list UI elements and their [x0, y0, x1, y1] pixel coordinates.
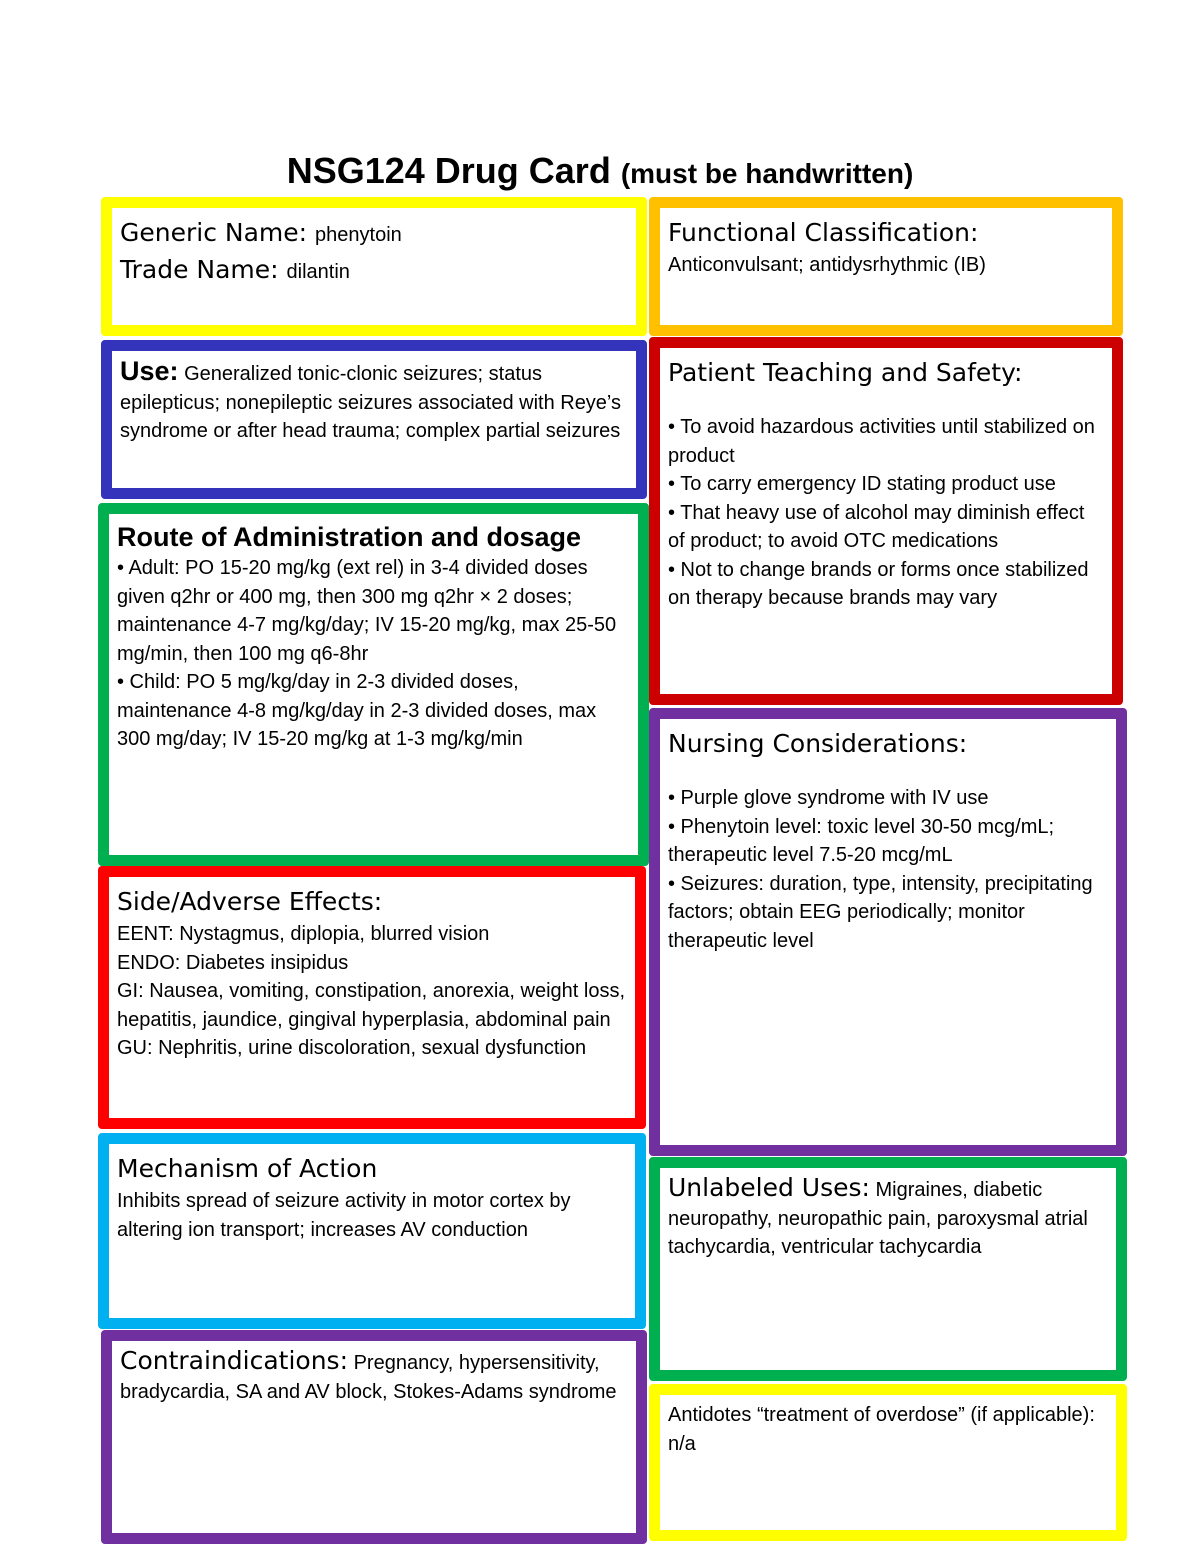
trade-label: Trade Name:: [120, 255, 279, 284]
generic-value: phenytoin: [315, 224, 402, 246]
teaching-item: • That heavy use of alcohol may diminish effect of product; to avoid OTC medications: [668, 501, 1085, 552]
teaching-item: • To avoid hazardous activities until stabilized on product: [668, 416, 1095, 467]
generic-label: Generic Name:: [120, 218, 308, 247]
contraindications-label: Contraindications:: [120, 1346, 349, 1375]
trade-value: dilantin: [286, 261, 350, 283]
route-item-child: • Child: PO 5 mg/kg/day in 2-3 divided doses, maintenance 4-8 mg/kg/day in 2-3 divided doses, max 300 mg/day; IV 15-20 mg/kg at 1-3 mg/kg/min: [117, 671, 597, 750]
route-item-adult: • Adult: PO 15-20 mg/kg (ext rel) in 3-4 divided doses given q2hr or 400 mg, then 300 mg q2hr × 2 doses; maintenance 4-7 mg/kg/day; IV 15-20 mg/kg, max 25-50 mg/min, then 100 mg q6-8hr: [117, 557, 617, 665]
mechanism-box: [98, 1133, 646, 1329]
title-sub: (must be handwritten): [620, 158, 914, 189]
nursing-item: • Seizures: duration, type, intensity, precipitating factors; obtain EEG periodically; monitor therapeutic level: [668, 872, 1093, 952]
nursing-item: • Purple glove syndrome with IV use: [668, 787, 989, 809]
use-content: [120, 357, 628, 446]
contraindications-box: [101, 1330, 647, 1544]
side-effect-endo: ENDO: Diabetes insipidus: [117, 951, 349, 974]
nursing-box: [649, 708, 1127, 1156]
side-effect-gu: GU: Nephritis, urine discoloration, sexual dysfunction: [117, 1037, 587, 1059]
antidotes-box: [649, 1384, 1127, 1541]
functional-box: [649, 197, 1123, 336]
side-effect-eent: EENT: Nystagmus, diplopia, blurred vision: [117, 923, 490, 945]
side-effects-label: Side/Adverse Effects:: [117, 887, 383, 916]
unlabeled-label: Unlabeled Uses:: [668, 1173, 870, 1202]
mechanism-text: Inhibits spread of seizure activity in motor cortex by altering ion transport; increases AV conduction: [117, 1190, 571, 1241]
teaching-box: [649, 337, 1123, 705]
side-effect-gi: GI: Nausea, vomiting, constipation, anorexia, weight loss, hepatitis, jaundice, gingival hyperplasia, abdominal pain: [117, 980, 626, 1031]
trade-line: [120, 251, 628, 288]
functional-text: Anticonvulsant; antidysrhythmic (IB): [668, 254, 986, 276]
use-label: Use:: [120, 356, 179, 386]
contraindications-text: Pregnancy, hypersensitivity, bradycardia, SA and AV block, Stokes-Adams syndrome: [120, 1352, 617, 1403]
nursing-label: Nursing Considerations:: [668, 729, 968, 758]
page-title: [0, 150, 1200, 192]
teaching-item: • Not to change brands or forms once stabilized on therapy because brands may vary: [668, 558, 1089, 609]
side-effects-box: [98, 866, 646, 1129]
mechanism-label: Mechanism of Action: [117, 1154, 378, 1183]
unlabeled-text: Migraines, diabetic neuropathy, neuropathic pain, paroxysmal atrial tachycardia, ventricular tachycardia: [668, 1179, 1088, 1258]
use-box: [101, 340, 647, 499]
route-box: [98, 503, 649, 866]
teaching-label: Patient Teaching and Safety:: [668, 358, 1023, 387]
teaching-item: • To carry emergency ID stating product use: [668, 473, 1056, 495]
contraindications-content: [120, 1347, 628, 1406]
functional-label: Functional Classification:: [668, 218, 979, 247]
unlabeled-box: [649, 1157, 1127, 1381]
title-main: NSG124 Drug Card: [286, 150, 611, 191]
route-label: Route of Administration and dosage: [117, 522, 582, 552]
generic-line: [120, 214, 628, 251]
nursing-item: • Phenytoin level: toxic level 30-50 mcg/mL; therapeutic level 7.5-20 mcg/mL: [668, 815, 1055, 866]
antidotes-text: Antidotes “treatment of overdose” (if applicable): n/a: [668, 1404, 1095, 1455]
unlabeled-content: [668, 1174, 1108, 1262]
use-text: Generalized tonic-clonic seizures; status epilepticus; nonepileptic seizures associated with Reye’s syndrome or after head trauma; complex partial seizures: [120, 363, 622, 442]
generic-name-box: [101, 197, 647, 336]
